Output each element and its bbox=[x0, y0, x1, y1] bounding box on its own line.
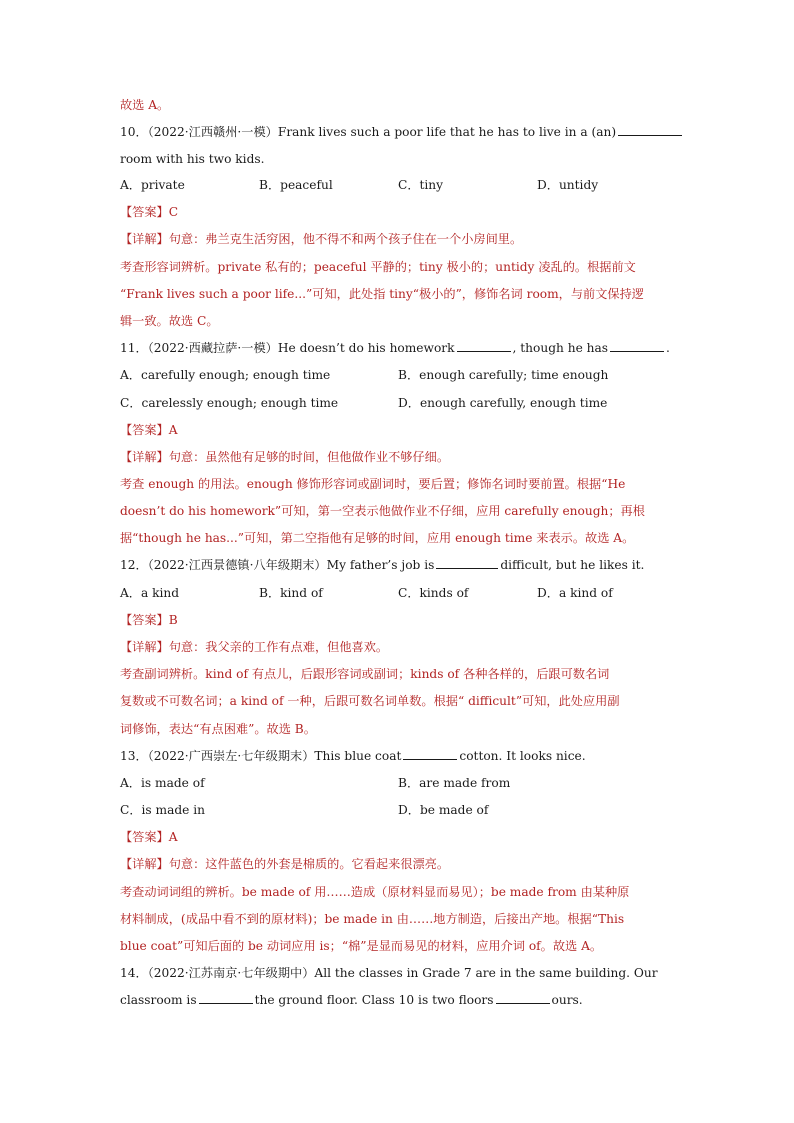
question-11-stem: 11．（2022·西藏拉萨·一模）He doesn’t do his homework , though he has . bbox=[120, 341, 670, 355]
detail-label: 【详解】 bbox=[120, 232, 169, 246]
answer-label: 【答案】A bbox=[120, 830, 178, 844]
detail-label: 【详解】 bbox=[120, 640, 169, 654]
option-c: C．carelessly enough; enough time bbox=[120, 396, 339, 410]
analysis-line: 据“though he has...”可知，第二空指他有足够的时间，应用 enough time 来表示。故选 A。 bbox=[120, 531, 635, 545]
detail-line bbox=[120, 855, 449, 873]
question-10-stem-line-2: room with his two kids. bbox=[120, 152, 265, 166]
analysis-line: 辑一致。故选 C。 bbox=[120, 314, 219, 328]
option-b: B．enough carefully; time enough bbox=[398, 368, 609, 382]
option-d: D．untidy bbox=[537, 178, 599, 192]
analysis-line: 复数或不可数名词；a kind of 一种，后跟可数名词单数。根据“ difficult”可知，此处应用副 bbox=[120, 694, 620, 708]
detail-text: 句意：虽然他有足够的时间，但他做作业不够仔细。 bbox=[168, 450, 450, 464]
option-a: A．is made of bbox=[120, 776, 205, 790]
option-c: C．tiny bbox=[398, 178, 444, 192]
option-a: A．carefully enough; enough time bbox=[120, 368, 331, 382]
answer-label: 【答案】C bbox=[120, 205, 179, 219]
question-12-stem: 12．（2022·江西景德镇·八年级期末）My father’s job is difficult, but he likes it. bbox=[120, 558, 645, 572]
answer-blank bbox=[457, 340, 511, 352]
analysis-line: 考查形容词辨析。private 私有的；peaceful 平静的；tiny 极小的；untidy 凌乱的。根据前文 bbox=[120, 260, 636, 274]
answer-label: 【答案】A bbox=[120, 423, 178, 437]
option-a: A．a kind bbox=[120, 586, 180, 600]
detail-label: 【详解】 bbox=[120, 450, 169, 464]
detail-text: 句意：弗兰克生活穷困，他不得不和两个孩子住在一个小房间里。 bbox=[168, 232, 523, 246]
detail-text: 句意：我父亲的工作有点难，但他喜欢。 bbox=[168, 640, 389, 654]
option-d: D．enough carefully, enough time bbox=[398, 396, 608, 410]
analysis-line: doesn’t do his homework”可知，第一空表示他做作业不仔细，应用 carefully enough；再根 bbox=[120, 504, 645, 518]
analysis-line: blue coat”可知后面的 be 动词应用 is；“棉”是显而易见的材料，应用介词 of。故选 A。 bbox=[120, 939, 603, 953]
answer-label: 【答案】B bbox=[120, 613, 178, 627]
option-c: C．kinds of bbox=[398, 586, 469, 600]
answer-blank bbox=[618, 124, 682, 136]
answer-blank bbox=[199, 992, 253, 1004]
option-b: B．are made from bbox=[398, 776, 511, 790]
detail-line bbox=[120, 638, 388, 656]
analysis-line: 词修饰，表达“有点困难”。故选 B。 bbox=[120, 722, 316, 736]
option-a: A．private bbox=[120, 178, 185, 192]
previous-answer-conclusion: 故选 A。 bbox=[120, 98, 170, 112]
option-b: B．peaceful bbox=[259, 178, 333, 192]
answer-blank bbox=[403, 748, 457, 760]
analysis-line: “Frank lives such a poor life...”可知，此处指 tiny“极小的”，修饰名词 room，与前文保持逻 bbox=[120, 287, 644, 301]
option-d: D．a kind of bbox=[537, 586, 613, 600]
analysis-line: 考查 enough 的用法。enough 修饰形容词或副词时，要后置；修饰名词时要前置。根据“He bbox=[120, 477, 626, 491]
detail-label: 【详解】 bbox=[120, 857, 169, 871]
answer-blank bbox=[496, 992, 550, 1004]
option-b: B．kind of bbox=[259, 586, 323, 600]
question-14-stem-line-1: 14．（2022·江苏南京·七年级期中）All the classes in Grade 7 are in the same building. Our bbox=[120, 966, 658, 980]
analysis-line: 材料制成，(成品中看不到的原材料)；be made in 由……地方制造，后接出产地。根据“This bbox=[120, 912, 625, 926]
detail-line bbox=[120, 448, 449, 466]
answer-blank bbox=[610, 340, 664, 352]
detail-line bbox=[120, 230, 522, 248]
analysis-line: 考查动词词组的辨析。be made of 用……造成（原材料显而易见）；be made from 由某种原 bbox=[120, 885, 630, 899]
question-14-stem-line-2: classroom is the ground floor. Class 10 is two floors ours. bbox=[120, 993, 583, 1007]
question-10-stem-line-1: 10．（2022·江西赣州·一模）Frank lives such a poor life that he has to live in a (an) bbox=[120, 123, 684, 141]
question-13-stem: 13．（2022·广西崇左·七年级期末）This blue coat cotton. It looks nice. bbox=[120, 749, 586, 763]
detail-text: 句意：这件蓝色的外套是棉质的。它看起来很漂亮。 bbox=[168, 857, 450, 871]
analysis-line: 考查副词辨析。kind of 有点儿，后跟形容词或副词；kinds of 各种各样的，后跟可数名词 bbox=[120, 667, 610, 681]
option-d: D．be made of bbox=[398, 803, 489, 817]
answer-blank bbox=[436, 557, 498, 569]
option-c: C．is made in bbox=[120, 803, 205, 817]
